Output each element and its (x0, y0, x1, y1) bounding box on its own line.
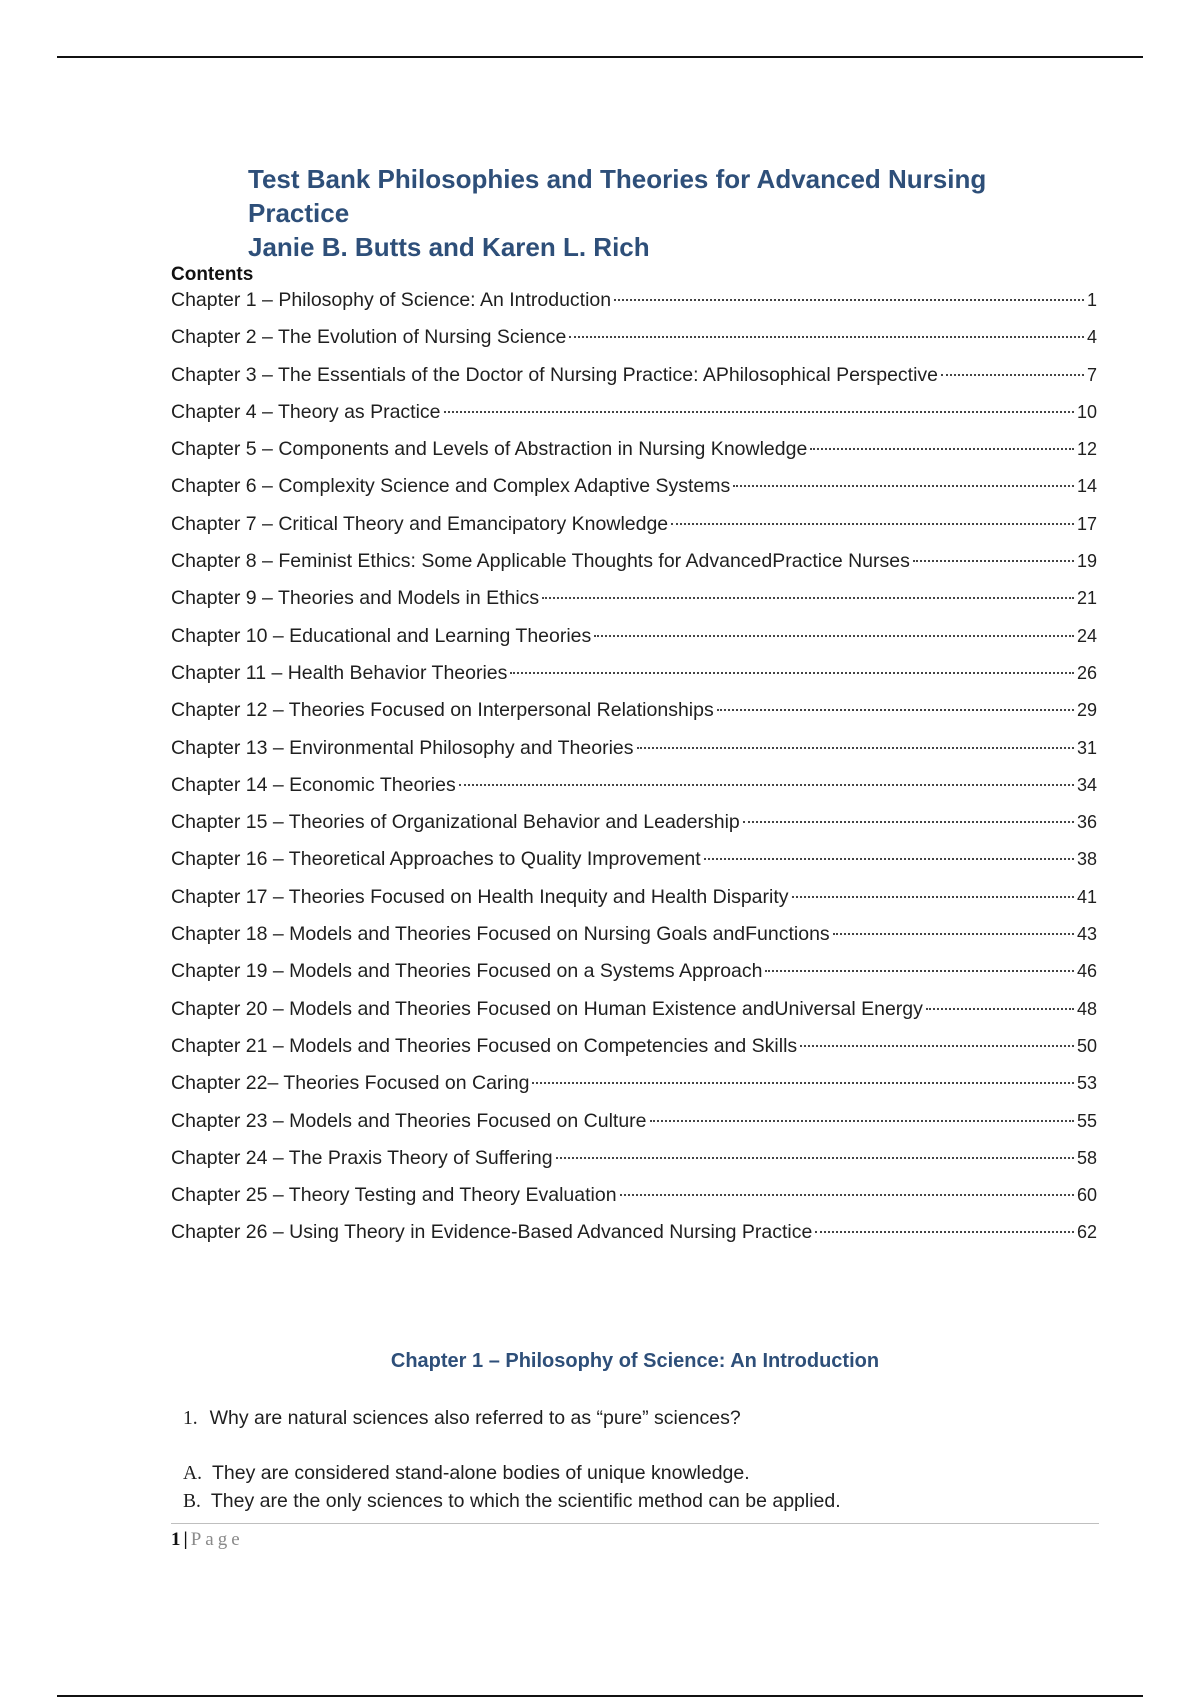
toc-entry-page: 53 (1076, 1073, 1097, 1094)
toc-entry[interactable] (171, 848, 1097, 885)
title-authors: Janie B. Butts and Karen L. Rich (248, 232, 650, 262)
toc-entry-page: 50 (1076, 1035, 1097, 1056)
toc-entry[interactable] (171, 438, 1097, 475)
toc-entry-page: 24 (1076, 625, 1097, 646)
toc-dot-leader (810, 448, 1074, 450)
toc-entry-title: Chapter 8 – Feminist Ethics: Some Applicable Thoughts for AdvancedPractice Nurses (171, 550, 910, 573)
toc-entry[interactable] (171, 1147, 1097, 1184)
toc-dot-leader (717, 709, 1074, 711)
toc-entry-page: 48 (1076, 998, 1097, 1019)
toc-dot-leader (941, 374, 1084, 376)
toc-dot-leader (913, 560, 1074, 562)
title-line-2: Practice (248, 198, 350, 228)
answer-letter: A. (183, 1463, 202, 1484)
toc-entry[interactable] (171, 998, 1097, 1035)
toc-dot-leader (650, 1120, 1074, 1122)
toc-entry-page: 4 (1086, 327, 1097, 348)
toc-entry-page: 62 (1076, 1222, 1097, 1243)
toc-entry[interactable] (171, 774, 1097, 811)
toc-dot-leader (815, 1231, 1074, 1233)
toc-entry[interactable] (171, 960, 1097, 997)
toc-entry[interactable] (171, 364, 1097, 401)
footer-page-number: 1 (171, 1529, 181, 1550)
toc-entry[interactable] (171, 662, 1097, 699)
answer-text: They are considered stand-alone bodies of unique knowledge. (211, 1462, 750, 1484)
toc-entry-page: 31 (1076, 737, 1097, 758)
toc-entry[interactable] (171, 811, 1097, 848)
toc-entry-page: 55 (1076, 1110, 1097, 1131)
toc-entry[interactable] (171, 699, 1097, 736)
toc-entry[interactable] (171, 1035, 1097, 1072)
toc-entry-title: Chapter 7 – Critical Theory and Emancipatory Knowledge (171, 512, 669, 535)
footer-separator: | (183, 1529, 188, 1550)
question-text: Why are natural sciences also referred to as “pure” sciences? (209, 1407, 741, 1429)
toc-entry-title: Chapter 15 – Theories of Organizational Behavior and Leadership (171, 811, 740, 834)
toc-entry-title: Chapter 24 – The Praxis Theory of Suffering (171, 1146, 553, 1169)
toc-entry-title: Chapter 18 – Models and Theories Focused on Nursing Goals andFunctions (171, 923, 830, 946)
toc-entry-title: Chapter 16 – Theoretical Approaches to Quality Improvement (171, 848, 701, 871)
toc-entry-title: Chapter 13 – Environmental Philosophy and Theories (171, 736, 634, 759)
toc-dot-leader (569, 336, 1084, 338)
toc-entry-page: 34 (1076, 774, 1097, 795)
toc-dot-leader (743, 821, 1074, 823)
toc-entry-title: Chapter 21 – Models and Theories Focused on Competencies and Skills (171, 1034, 798, 1057)
toc-entry-page: 43 (1076, 924, 1097, 945)
answer-text: They are the only sciences to which the scientific method can be applied. (210, 1490, 841, 1512)
toc-entry[interactable] (171, 1184, 1097, 1221)
toc-entry-page: 1 (1086, 290, 1097, 310)
toc-entry-title: Chapter 12 – Theories Focused on Interpersonal Relationships (171, 699, 714, 722)
toc-entry[interactable] (171, 737, 1097, 774)
toc-entry-page: 17 (1076, 513, 1097, 534)
toc-dot-leader (637, 747, 1074, 749)
toc-entry-title: Chapter 3 – The Essentials of the Doctor of Nursing Practice: APhilosophical Perspective (171, 363, 939, 386)
toc-entry-title: Chapter 5 – Components and Levels of Abstraction in Nursing Knowledge (171, 438, 808, 461)
chapter-heading: Chapter 1 – Philosophy of Science: An Introduction (390, 1350, 880, 1372)
document-title (248, 162, 1008, 264)
toc-entry-title: Chapter 25 – Theory Testing and Theory Evaluation (171, 1184, 617, 1207)
toc-dot-leader (532, 1082, 1074, 1084)
toc-entry-title: Chapter 19 – Models and Theories Focused on a Systems Approach (171, 960, 763, 983)
toc-dot-leader (926, 1008, 1074, 1010)
footer-page-word: Page (190, 1529, 244, 1550)
toc-dot-leader (765, 970, 1073, 972)
toc-entry-title: Chapter 22– Theories Focused on Caring (171, 1072, 530, 1095)
toc-entry-title: Chapter 26 – Using Theory in Evidence-Based Advanced Nursing Practice (171, 1221, 813, 1244)
toc-dot-leader (542, 597, 1074, 599)
page-footer (171, 1529, 244, 1551)
toc-dot-leader (459, 784, 1074, 786)
contents-heading: Contents (171, 264, 254, 285)
answer-list (183, 1462, 841, 1518)
toc-dot-leader (800, 1045, 1074, 1047)
toc-entry[interactable] (171, 550, 1097, 587)
toc-entry[interactable] (171, 625, 1097, 662)
toc-entry-page: 10 (1076, 401, 1097, 422)
toc-entry[interactable] (171, 289, 1097, 326)
toc-dot-leader (594, 635, 1074, 637)
toc-entry-title: Chapter 2 – The Evolution of Nursing Science (171, 326, 567, 349)
footer-rule (171, 1523, 1099, 1524)
toc-entry[interactable] (171, 1110, 1097, 1147)
toc-dot-leader (671, 523, 1074, 525)
toc-dot-leader (614, 299, 1084, 301)
toc-entry-page: 21 (1076, 588, 1097, 609)
toc-dot-leader (620, 1194, 1074, 1196)
toc-entry[interactable] (171, 886, 1097, 923)
toc-dot-leader (704, 858, 1074, 860)
toc-entry-title: Chapter 1 – Philosophy of Science: An Introduction (171, 289, 612, 311)
answer-letter: B. (183, 1491, 201, 1512)
toc-entry[interactable] (171, 1221, 1097, 1258)
toc-dot-leader (510, 672, 1074, 674)
toc-entry[interactable] (171, 1072, 1097, 1109)
toc-entry[interactable] (171, 401, 1097, 438)
toc-entry-page: 58 (1076, 1147, 1097, 1168)
toc-entry-page: 60 (1076, 1185, 1097, 1206)
toc-entry-title: Chapter 23 – Models and Theories Focused on Culture (171, 1109, 647, 1132)
toc-entry-page: 38 (1076, 849, 1097, 870)
toc-entry-title: Chapter 9 – Theories and Models in Ethics (171, 587, 540, 610)
toc-entry-title: Chapter 6 – Complexity Science and Complex Adaptive Systems (171, 475, 731, 498)
toc-dot-leader (556, 1157, 1074, 1159)
toc-entry-page: 36 (1076, 812, 1097, 833)
bottom-rule (57, 1695, 1143, 1697)
toc-entry-page: 12 (1076, 439, 1097, 460)
toc-entry-title: Chapter 4 – Theory as Practice (171, 400, 441, 423)
toc-entry[interactable] (171, 326, 1097, 363)
toc-entry-title: Chapter 11 – Health Behavior Theories (171, 661, 508, 684)
title-line-1: Test Bank Philosophies and Theories for Advanced Nursing (248, 164, 987, 194)
toc-entry-title: Chapter 20 – Models and Theories Focused on Human Existence andUniversal Energy (171, 997, 923, 1020)
question-number: 1. (183, 1408, 198, 1429)
toc-entry-page: 46 (1076, 961, 1097, 982)
toc-entry-title: Chapter 14 – Economic Theories (171, 773, 456, 796)
question-1 (183, 1407, 741, 1430)
toc-dot-leader (792, 896, 1074, 898)
toc-entry-title: Chapter 10 – Educational and Learning Theories (171, 624, 592, 647)
toc-dot-leader (444, 411, 1074, 413)
top-rule (57, 56, 1143, 58)
toc-entry-page: 41 (1076, 886, 1097, 907)
toc-entry-page: 7 (1086, 364, 1097, 385)
toc-entry[interactable] (171, 587, 1097, 624)
answer-option-a (183, 1462, 841, 1490)
answer-option-b (183, 1490, 841, 1518)
toc-entry[interactable] (171, 923, 1097, 960)
toc-entry[interactable] (171, 475, 1097, 512)
toc-entry-page: 26 (1076, 662, 1097, 683)
toc-entry[interactable] (171, 513, 1097, 550)
table-of-contents (171, 289, 1097, 1259)
toc-entry-page: 14 (1076, 476, 1097, 497)
toc-dot-leader (833, 933, 1074, 935)
toc-entry-page: 19 (1076, 551, 1097, 572)
toc-dot-leader (733, 485, 1074, 487)
toc-entry-page: 29 (1076, 700, 1097, 721)
toc-entry-title: Chapter 17 – Theories Focused on Health Inequity and Health Disparity (171, 885, 789, 908)
